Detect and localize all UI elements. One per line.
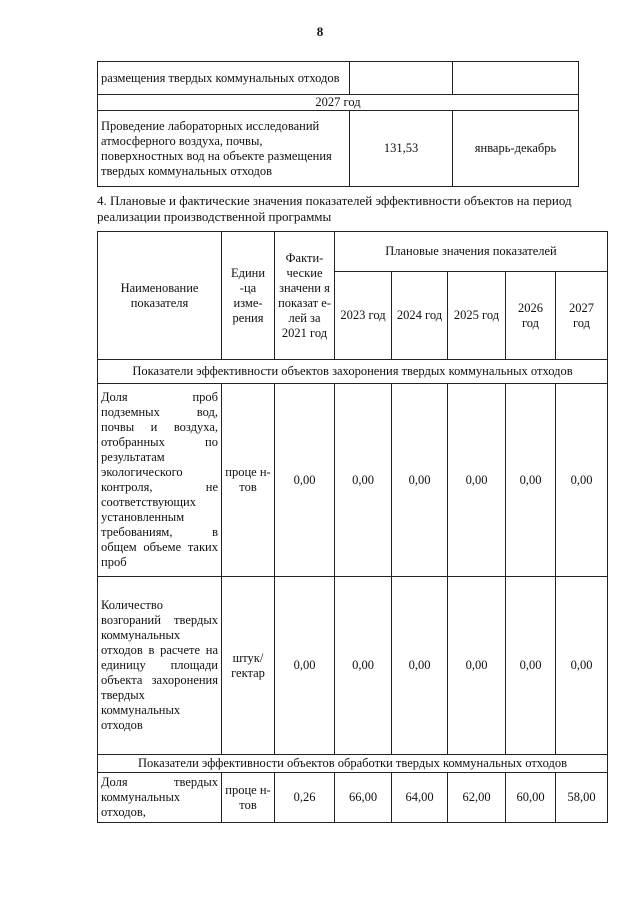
table-row (98, 577, 608, 755)
table-row (98, 384, 608, 577)
indicator-value: 0,00 (506, 577, 556, 755)
table-row (98, 773, 608, 823)
indicator-actual: 0,26 (275, 773, 335, 823)
indicator-value: 66,00 (335, 773, 392, 823)
indicator-value: 0,00 (335, 384, 392, 577)
row-value: 131,53 (350, 111, 453, 187)
header-year: 2026 год (506, 272, 556, 360)
row-name: Проведение лабораторных исследований атмосферного воздуха, почвы, поверхностных вод на объекте размещения твердых коммунальных отходов (98, 111, 350, 187)
indicator-name: Количество возгораний твердых коммунальных отходов в расчете на единицу площади объекта захоронения твердых коммунальных отходов (98, 577, 222, 755)
header-year: 2024 год (392, 272, 448, 360)
indicator-value: 64,00 (392, 773, 448, 823)
indicator-value: 0,00 (448, 577, 506, 755)
page-number: 8 (316, 24, 324, 39)
indicator-value: 0,00 (335, 577, 392, 755)
year-label: 2027 год (98, 95, 579, 111)
indicator-value: 0,00 (506, 384, 556, 577)
header-actual: Факти- ческие значени я показат е-лей за 2021 год (275, 232, 335, 360)
indicator-unit: проце н-тов (222, 773, 275, 823)
table-row (98, 62, 579, 95)
indicator-actual: 0,00 (275, 577, 335, 755)
indicator-value: 0,00 (392, 577, 448, 755)
row-period: январь-декабрь (453, 111, 579, 187)
indicator-unit: проце н-тов (222, 384, 275, 577)
indicator-value: 0,00 (448, 384, 506, 577)
section-header: Показатели эффективности объектов захоронения твердых коммунальных отходов (98, 360, 608, 384)
header-year: 2025 год (448, 272, 506, 360)
indicator-value: 0,00 (556, 577, 608, 755)
indicator-value: 0,00 (392, 384, 448, 577)
year-row (98, 95, 579, 111)
header-year: 2027 год (556, 272, 608, 360)
table-row (98, 111, 579, 187)
indicator-unit: штук/ гектар (222, 577, 275, 755)
indicator-name: Доля проб подземных вод, почвы и воздуха, отобранных по результатам экологического контроля, не соответствующих установленным требованиям, в общем объеме таких проб (98, 384, 222, 577)
indicator-value: 0,00 (556, 384, 608, 577)
indicator-name: Доля твердых коммунальных отходов, (98, 773, 222, 823)
lab-tests-table (97, 61, 579, 187)
header-name: Наименование показателя (98, 232, 222, 360)
indicator-value: 58,00 (556, 773, 608, 823)
indicator-actual: 0,00 (275, 384, 335, 577)
indicator-value: 62,00 (448, 773, 506, 823)
header-planned: Плановые значения показателей (335, 232, 608, 272)
cont-row-name: размещения твердых коммунальных отходов (98, 62, 350, 95)
indicator-value: 60,00 (506, 773, 556, 823)
section-4-heading: 4. Плановые и фактические значения показателей эффективности объектов на период реализации производственной программы (97, 193, 572, 224)
header-year: 2023 год (335, 272, 392, 360)
header-unit: Едини -ца изме- рения (222, 232, 275, 360)
section-header: Показатели эффективности объектов обработки твердых коммунальных отходов (98, 755, 608, 773)
indicators-table (97, 231, 608, 823)
